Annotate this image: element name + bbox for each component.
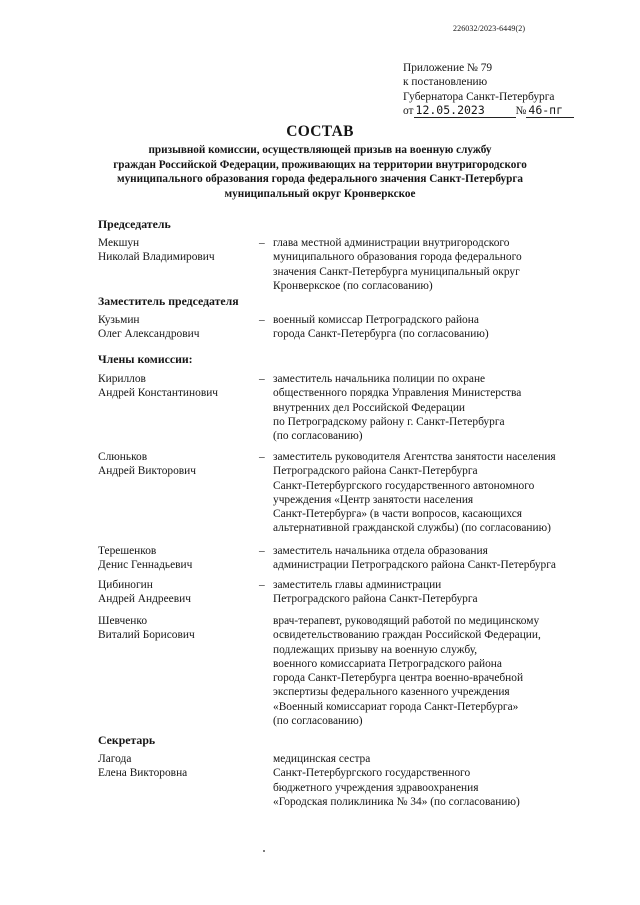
document-subtitle bbox=[90, 143, 550, 201]
role-line: (по согласованию) bbox=[273, 430, 363, 443]
person-name bbox=[98, 752, 187, 781]
person-given-names: Денис Геннадьевич bbox=[98, 559, 193, 572]
role-line: города Санкт-Петербурга (по согласованию) bbox=[273, 328, 489, 341]
role-line: значения Санкт-Петербурга муниципальный округ bbox=[273, 265, 520, 278]
document-number: 226032/2023-6449(2) bbox=[453, 24, 526, 33]
person-given-names: Елена Викторовна bbox=[98, 767, 188, 780]
role-line: заместитель главы администрации bbox=[273, 579, 442, 591]
subtitle-line: муниципальный округ Кронверкское bbox=[224, 187, 416, 200]
appendix-line: Губернатора Санкт-Петербурга bbox=[403, 90, 555, 103]
date-prefix: от bbox=[403, 104, 414, 117]
decree-date: 12.05.2023 bbox=[414, 104, 516, 118]
role-line: (по согласованию) bbox=[273, 715, 363, 728]
role-line: глава местной администрации внутригородского bbox=[273, 237, 510, 249]
decree-number: 46-пг bbox=[526, 104, 574, 118]
role-line: Санкт-Петербурга» (в части вопросов, касающихся bbox=[273, 508, 523, 521]
person-surname: Терешенков bbox=[98, 545, 157, 557]
person-name bbox=[98, 544, 192, 573]
person-surname: Лагода bbox=[98, 753, 132, 765]
role-line: бюджетного учреждения здравоохранения bbox=[273, 781, 479, 794]
person-role bbox=[273, 614, 541, 728]
role-dash: – bbox=[259, 545, 265, 557]
person-role bbox=[273, 236, 522, 293]
person-role bbox=[273, 372, 521, 443]
role-dash: – bbox=[259, 451, 265, 463]
person-role bbox=[273, 578, 478, 607]
subtitle-line: призывной комиссии, осуществляющей призыв на военную службу bbox=[148, 144, 492, 156]
person-role bbox=[273, 544, 556, 573]
person-name bbox=[98, 578, 191, 607]
role-dash: – bbox=[259, 579, 265, 591]
role-line: подлежащих призыву на военную службу, bbox=[273, 643, 478, 656]
person-name bbox=[98, 313, 199, 342]
person-name bbox=[98, 450, 196, 479]
appendix-line: Приложение № 79 bbox=[403, 62, 493, 74]
role-line: города Санкт-Петербурга центра военно-врачебной bbox=[273, 672, 524, 685]
role-line: заместитель начальника отдела образования bbox=[273, 545, 488, 557]
role-dash: – bbox=[259, 314, 265, 326]
role-line: освидетельствованию граждан Российской Федерации, bbox=[273, 629, 541, 642]
appendix-line: к постановлению bbox=[403, 76, 488, 89]
role-line: внутренних дел Российской Федерации bbox=[273, 401, 466, 414]
person-surname: Цибиногин bbox=[98, 579, 153, 591]
number-prefix: № bbox=[515, 104, 527, 117]
subtitle-line: граждан Российской Федерации, проживающих на территории внутригородского bbox=[113, 158, 527, 171]
person-given-names: Андрей Викторович bbox=[98, 465, 197, 478]
person-surname: Мекшун bbox=[98, 237, 140, 249]
person-given-names: Николай Владимирович bbox=[98, 251, 215, 264]
appendix-header bbox=[403, 61, 574, 118]
role-line: общественного порядка Управления Министерства bbox=[273, 387, 522, 400]
subtitle-line: муниципального образования города федерального значения Санкт-Петербурга bbox=[116, 173, 524, 186]
person-surname: Слюньков bbox=[98, 451, 148, 463]
role-line: заместитель руководителя Агентства занятости населения bbox=[273, 451, 556, 463]
role-line: «Городская поликлиника № 34» (по согласованию) bbox=[273, 795, 520, 808]
person-surname: Шевченко bbox=[98, 615, 148, 627]
role-line: муниципального образования города федерального bbox=[273, 251, 522, 264]
person-role bbox=[273, 450, 556, 536]
section-secretary: Секретарь bbox=[98, 733, 156, 747]
person-given-names: Виталий Борисович bbox=[98, 629, 195, 642]
person-given-names: Андрей Константинович bbox=[98, 387, 219, 400]
person-name bbox=[98, 614, 195, 643]
person-surname: Кузьмин bbox=[98, 314, 140, 326]
role-line: Санкт-Петербургского государственного bbox=[273, 767, 471, 780]
role-dash: – bbox=[259, 237, 265, 249]
person-name bbox=[98, 372, 218, 401]
person-given-names: Олег Александрович bbox=[98, 328, 200, 341]
section-deputy: Заместитель председателя bbox=[98, 294, 239, 308]
role-line: Санкт-Петербургского государственного автономного bbox=[273, 479, 535, 492]
person-given-names: Андрей Андреевич bbox=[98, 593, 191, 606]
section-chair: Председатель bbox=[98, 217, 171, 231]
role-line: медицинская сестра bbox=[273, 753, 371, 765]
role-line: заместитель начальника полиции по охране bbox=[273, 373, 486, 385]
scan-speck bbox=[263, 850, 265, 852]
role-line: военного комиссариата Петроградского района bbox=[273, 657, 502, 670]
person-name bbox=[98, 236, 215, 265]
document-title: СОСТАВ bbox=[286, 123, 354, 140]
role-line: экспертизы федерального казенного учреждения bbox=[273, 686, 510, 699]
person-surname: Кириллов bbox=[98, 373, 146, 385]
role-line: администрации Петроградского района Санкт-Петербурга bbox=[273, 559, 556, 572]
person-role bbox=[273, 313, 489, 342]
role-line: «Военный комиссариат города Санкт-Петербурга» bbox=[273, 700, 519, 713]
role-line: по Петроградскому району г. Санкт-Петербурга bbox=[273, 415, 505, 428]
role-line: учреждения «Центр занятости населения bbox=[273, 493, 474, 506]
role-line: врач-терапевт, руководящий работой по медицинскому bbox=[273, 615, 540, 627]
role-dash: – bbox=[259, 373, 265, 385]
role-line: Кронверкское (по согласованию) bbox=[273, 279, 433, 292]
section-members: Члены комиссии: bbox=[98, 352, 193, 366]
role-line: военный комиссар Петроградского района bbox=[273, 314, 479, 326]
role-line: Петроградского района Санкт-Петербурга bbox=[273, 593, 478, 606]
person-role bbox=[273, 752, 520, 809]
role-line: Петроградского района Санкт-Петербурга bbox=[273, 465, 478, 478]
appendix-date-line bbox=[403, 104, 574, 118]
role-line: альтернативной гражданской службы) (по согласованию) bbox=[273, 522, 551, 535]
